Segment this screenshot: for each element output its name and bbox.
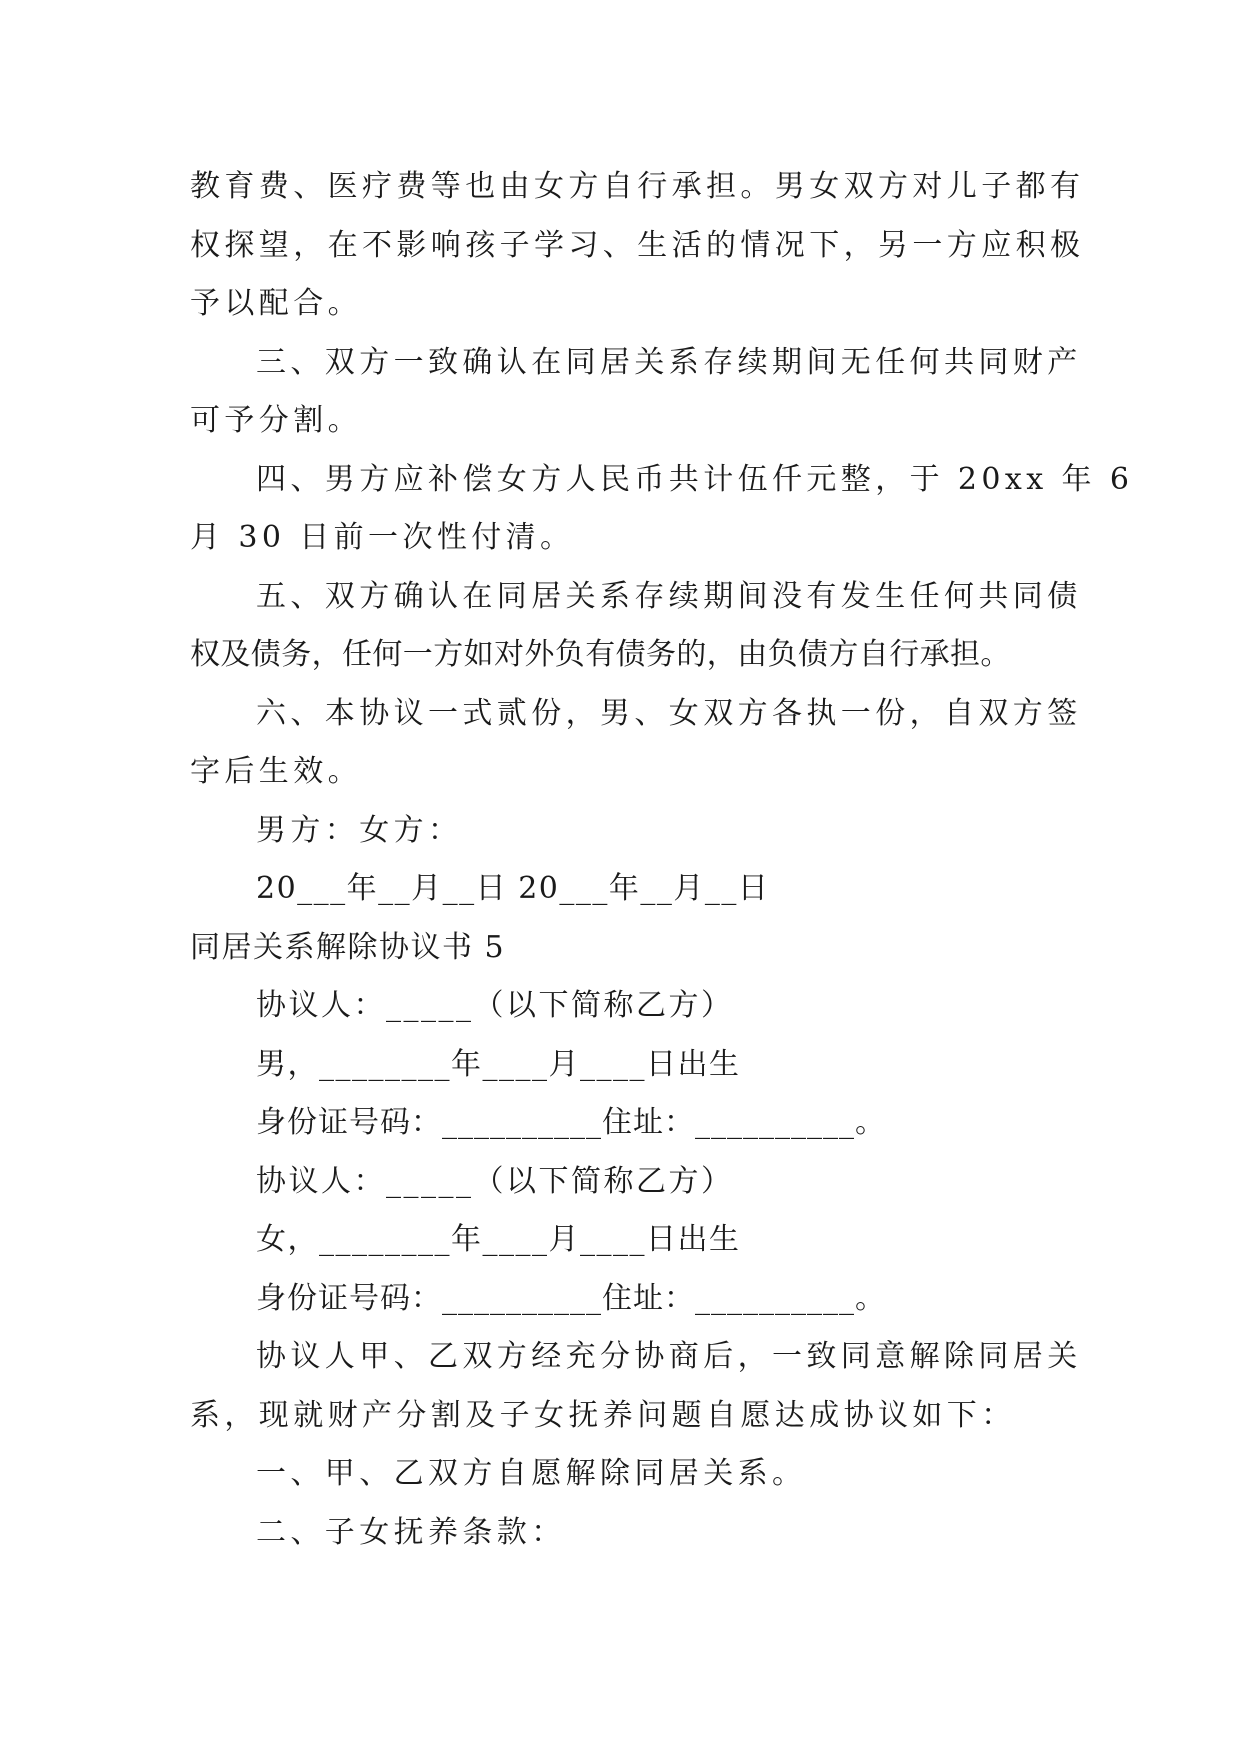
paragraph-line: 系，现就财产分割及子女抚养问题自愿达成协议如下： <box>190 1397 1016 1433</box>
signature-parties: 男方：女方： <box>256 812 463 848</box>
clause-four: 四、男方应补偿女方人民币共计伍仟元整，于 20xx 年 6 <box>256 461 1134 497</box>
party-b-birth: 女，________年____月____日出生 <box>256 1222 741 1257</box>
party-a-birth: 男，________年____月____日出生 <box>256 1046 741 1082</box>
party-b-line: 协议人：_____（以下简称乙方） <box>256 1163 734 1199</box>
paragraph-line: 权及债务，任何一方如对外负有债务的，由负债方自行承担。 <box>190 637 1011 672</box>
signature-dates: 20___年__月__日 20___年__月__日 <box>256 871 770 906</box>
party-a-id-address: 身份证号码：__________住址：__________。 <box>256 1105 886 1140</box>
clause-six: 六、本协议一式贰份，男、女双方各执一份，自双方签 <box>256 695 1082 731</box>
paragraph-line: 予以配合。 <box>190 286 362 321</box>
paragraph-line: 可予分割。 <box>190 403 362 438</box>
section-title: 同居关系解除协议书 5 <box>190 929 506 965</box>
party-a-line: 协议人：_____（以下简称乙方） <box>256 988 734 1023</box>
paragraph-line: 教育费、医疗费等也由女方自行承担。男女双方对儿子都有 <box>190 169 1085 204</box>
party-b-id-address: 身份证号码：__________住址：__________。 <box>256 1280 886 1316</box>
document-page <box>190 158 1134 1562</box>
clause-three: 三、双方一致确认在同居关系存续期间无任何共同财产 <box>256 344 1082 380</box>
clause-one: 一、甲、乙双方自愿解除同居关系。 <box>256 1456 807 1491</box>
paragraph-line: 字后生效。 <box>190 754 362 789</box>
agreement-intro: 协议人甲、乙双方经充分协商后，一致同意解除同居关 <box>256 1339 1082 1374</box>
clause-two: 二、子女抚养条款： <box>256 1514 566 1550</box>
paragraph-line: 月 30 日前一次性付清。 <box>190 520 575 555</box>
paragraph-line: 权探望，在不影响孩子学习、生活的情况下，另一方应积极 <box>190 227 1085 263</box>
clause-five: 五、双方确认在同居关系存续期间没有发生任何共同债 <box>256 578 1082 614</box>
